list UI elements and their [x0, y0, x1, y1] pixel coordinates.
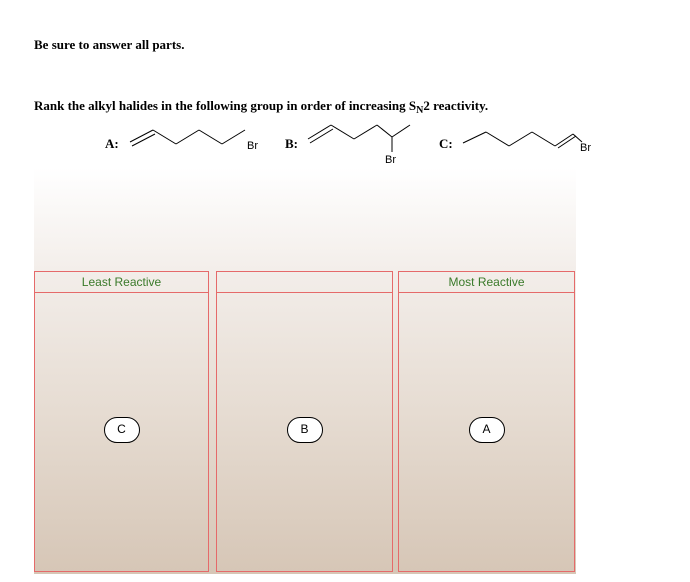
answer-chip-b[interactable]: B [287, 417, 323, 443]
answer-chip-a[interactable]: A [469, 417, 505, 443]
molecule-a-label: A: [105, 136, 119, 151]
molecule-b-bromine: Br [385, 154, 396, 166]
molecule-a-bromine: Br [247, 140, 258, 152]
question-text-end: 2 reactivity. [423, 98, 489, 113]
least-reactive-header: Least Reactive [35, 272, 208, 293]
molecule-c-label: C: [439, 136, 453, 151]
rank-slot-middle[interactable] [216, 271, 393, 572]
rank-slot-most[interactable] [398, 271, 575, 572]
middle-header [217, 272, 392, 293]
instructions: Be sure to answer all parts. [34, 37, 185, 52]
most-reactive-header: Most Reactive [399, 272, 574, 293]
rank-slot-least[interactable] [34, 271, 209, 572]
answer-chip-c[interactable]: C [104, 417, 140, 443]
question-text-main: Rank the alkyl halides in the following group in order of increasing S [34, 98, 417, 113]
molecule-c-bromine: Br [580, 142, 591, 154]
question-subscript: N [416, 105, 424, 116]
molecule-b-label: B: [285, 136, 298, 151]
